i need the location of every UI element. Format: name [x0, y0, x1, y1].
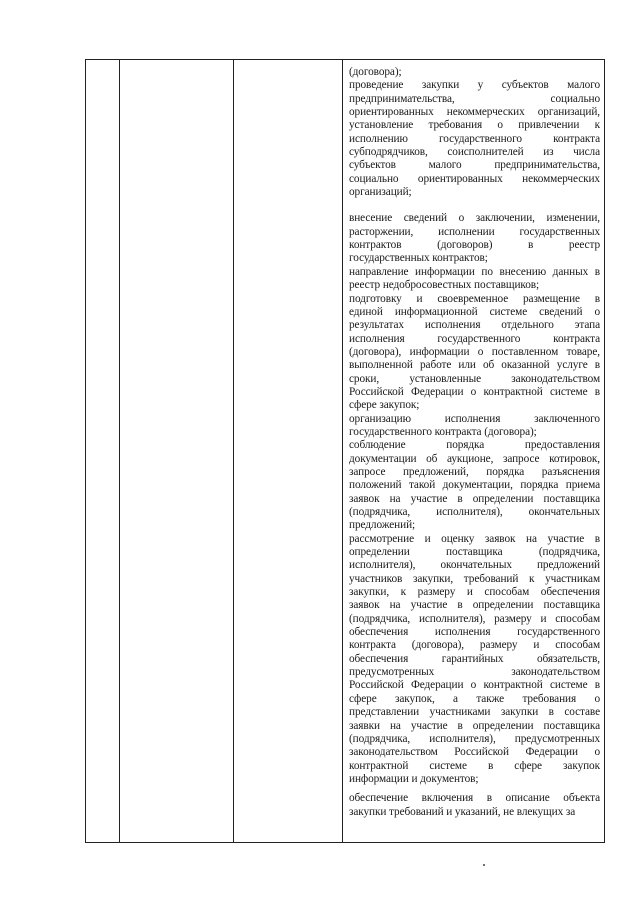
text-line: сфере закупок, а также требования о: [349, 692, 600, 705]
column-divider-1: [119, 60, 120, 842]
text-line: (подрядчика, исполнителя), размеру и способам: [349, 612, 600, 625]
text-line: исполнению государственного контракта: [349, 132, 600, 145]
text-line: положений такой документации, порядка приема: [349, 479, 600, 492]
text-line: государственных контрактов;: [349, 252, 488, 265]
text-line: контрактов (договоров) в реестр: [349, 239, 600, 252]
text-line: расторжении, исполнении государственных: [349, 225, 600, 238]
text-line: организаций;: [349, 186, 412, 199]
paragraph: [349, 266, 600, 293]
text-line: внесение сведений о заключении, изменении,: [349, 212, 600, 225]
text-line: законодательством Российской Федерации о: [349, 746, 600, 759]
text-line: организацию исполнения заключенного: [349, 412, 600, 425]
text-line: заявок на участие в определении поставщика: [349, 599, 600, 612]
text-line: (договора);: [349, 66, 402, 78]
paragraph: [349, 533, 600, 787]
text-line: информации и документов;: [349, 772, 479, 785]
text-line: (подрядчика, исполнителя), предусмотренных: [349, 732, 600, 745]
text-line: подготовку и своевременное размещение в: [349, 292, 600, 305]
paragraph: [349, 792, 600, 819]
scan-speck: [483, 864, 485, 866]
text-line: (подрядчика, исполнителя), окончательных: [349, 506, 600, 518]
text-line: единой информационной системе сведений о: [349, 305, 600, 318]
text-line: сфере закупок;: [349, 399, 420, 412]
text-line: определении поставщика (подрядчика,: [349, 546, 600, 559]
column-divider-3: [342, 60, 343, 842]
text-line: (договора), информации о поставленном товаре,: [349, 345, 600, 358]
text-line: запросе предложений, порядка разъяснения: [349, 465, 600, 478]
text-line: заявок на участие в определении поставщика: [349, 492, 600, 505]
text-line: субъектов малого предпринимательства,: [349, 159, 600, 172]
text-line: субподрядчиков, соисполнителей из числа: [349, 146, 600, 159]
text-line: закупки требований и указаний, не влекущих за: [349, 805, 576, 818]
column-divider-2: [233, 60, 234, 842]
paragraph: [349, 79, 600, 199]
text-line: предусмотренных законодательством: [349, 666, 600, 679]
text-line: направление информации по внесению данных в: [349, 265, 600, 278]
responsibilities-text-column: [349, 66, 600, 819]
text-line: Российской Федерации о контрактной системе в: [349, 679, 600, 692]
text-line: рассмотрение и оценку заявок на участие в: [349, 532, 600, 545]
text-line: контрактной системе в сфере закупок: [349, 759, 600, 772]
text-line: реестр недобросовестных поставщиков;: [349, 279, 540, 292]
paragraph: [349, 413, 600, 440]
text-line: закупки, к размеру и способам обеспечения: [349, 586, 600, 599]
text-line: заявки на участие в определении поставщика: [349, 719, 600, 732]
text-line: сроки, установленные законодательством: [349, 372, 600, 385]
text-line: представлении участниками закупки в составе: [349, 706, 600, 719]
text-line: установление требования о привлечении к: [349, 119, 600, 132]
text-line: обеспечения исполнения государственного: [349, 626, 600, 639]
text-line: обеспечения гарантийных обязательств,: [349, 652, 600, 665]
text-line: Российской Федерации о контрактной системе в: [349, 385, 600, 398]
paragraph: [349, 212, 600, 265]
paragraph: [349, 439, 600, 532]
text-line: исполнителя), окончательных предложений: [349, 559, 600, 572]
text-line: государственного контракта (договора);: [349, 425, 537, 438]
text-line: предпринимательства, социально: [349, 92, 600, 105]
text-line: документации об аукционе, запросе котировок,: [349, 452, 600, 465]
text-line: выполненной работе или об оказанной услуге в: [349, 359, 600, 372]
text-line: предложений;: [349, 519, 416, 532]
paragraph-spacer: [349, 199, 600, 212]
text-line: обеспечение включения в описание объекта: [349, 792, 600, 805]
document-table: [85, 59, 605, 843]
text-line: контракта (договора), размеру и способам: [349, 639, 600, 652]
paragraph: [349, 293, 600, 413]
text-line: социально ориентированных некоммерческих: [349, 172, 600, 185]
text-line: результатах исполнения отдельного этапа: [349, 319, 600, 332]
text-line: соблюдение порядка предоставления: [349, 439, 600, 452]
text-line: ориентированных некоммерческих организаций,: [349, 106, 600, 119]
paragraph: [349, 66, 600, 79]
text-line: участников закупки, требований к участникам: [349, 572, 600, 585]
text-line: проведение закупки у субъектов малого: [349, 79, 600, 92]
text-line: исполнения государственного контракта: [349, 332, 600, 345]
